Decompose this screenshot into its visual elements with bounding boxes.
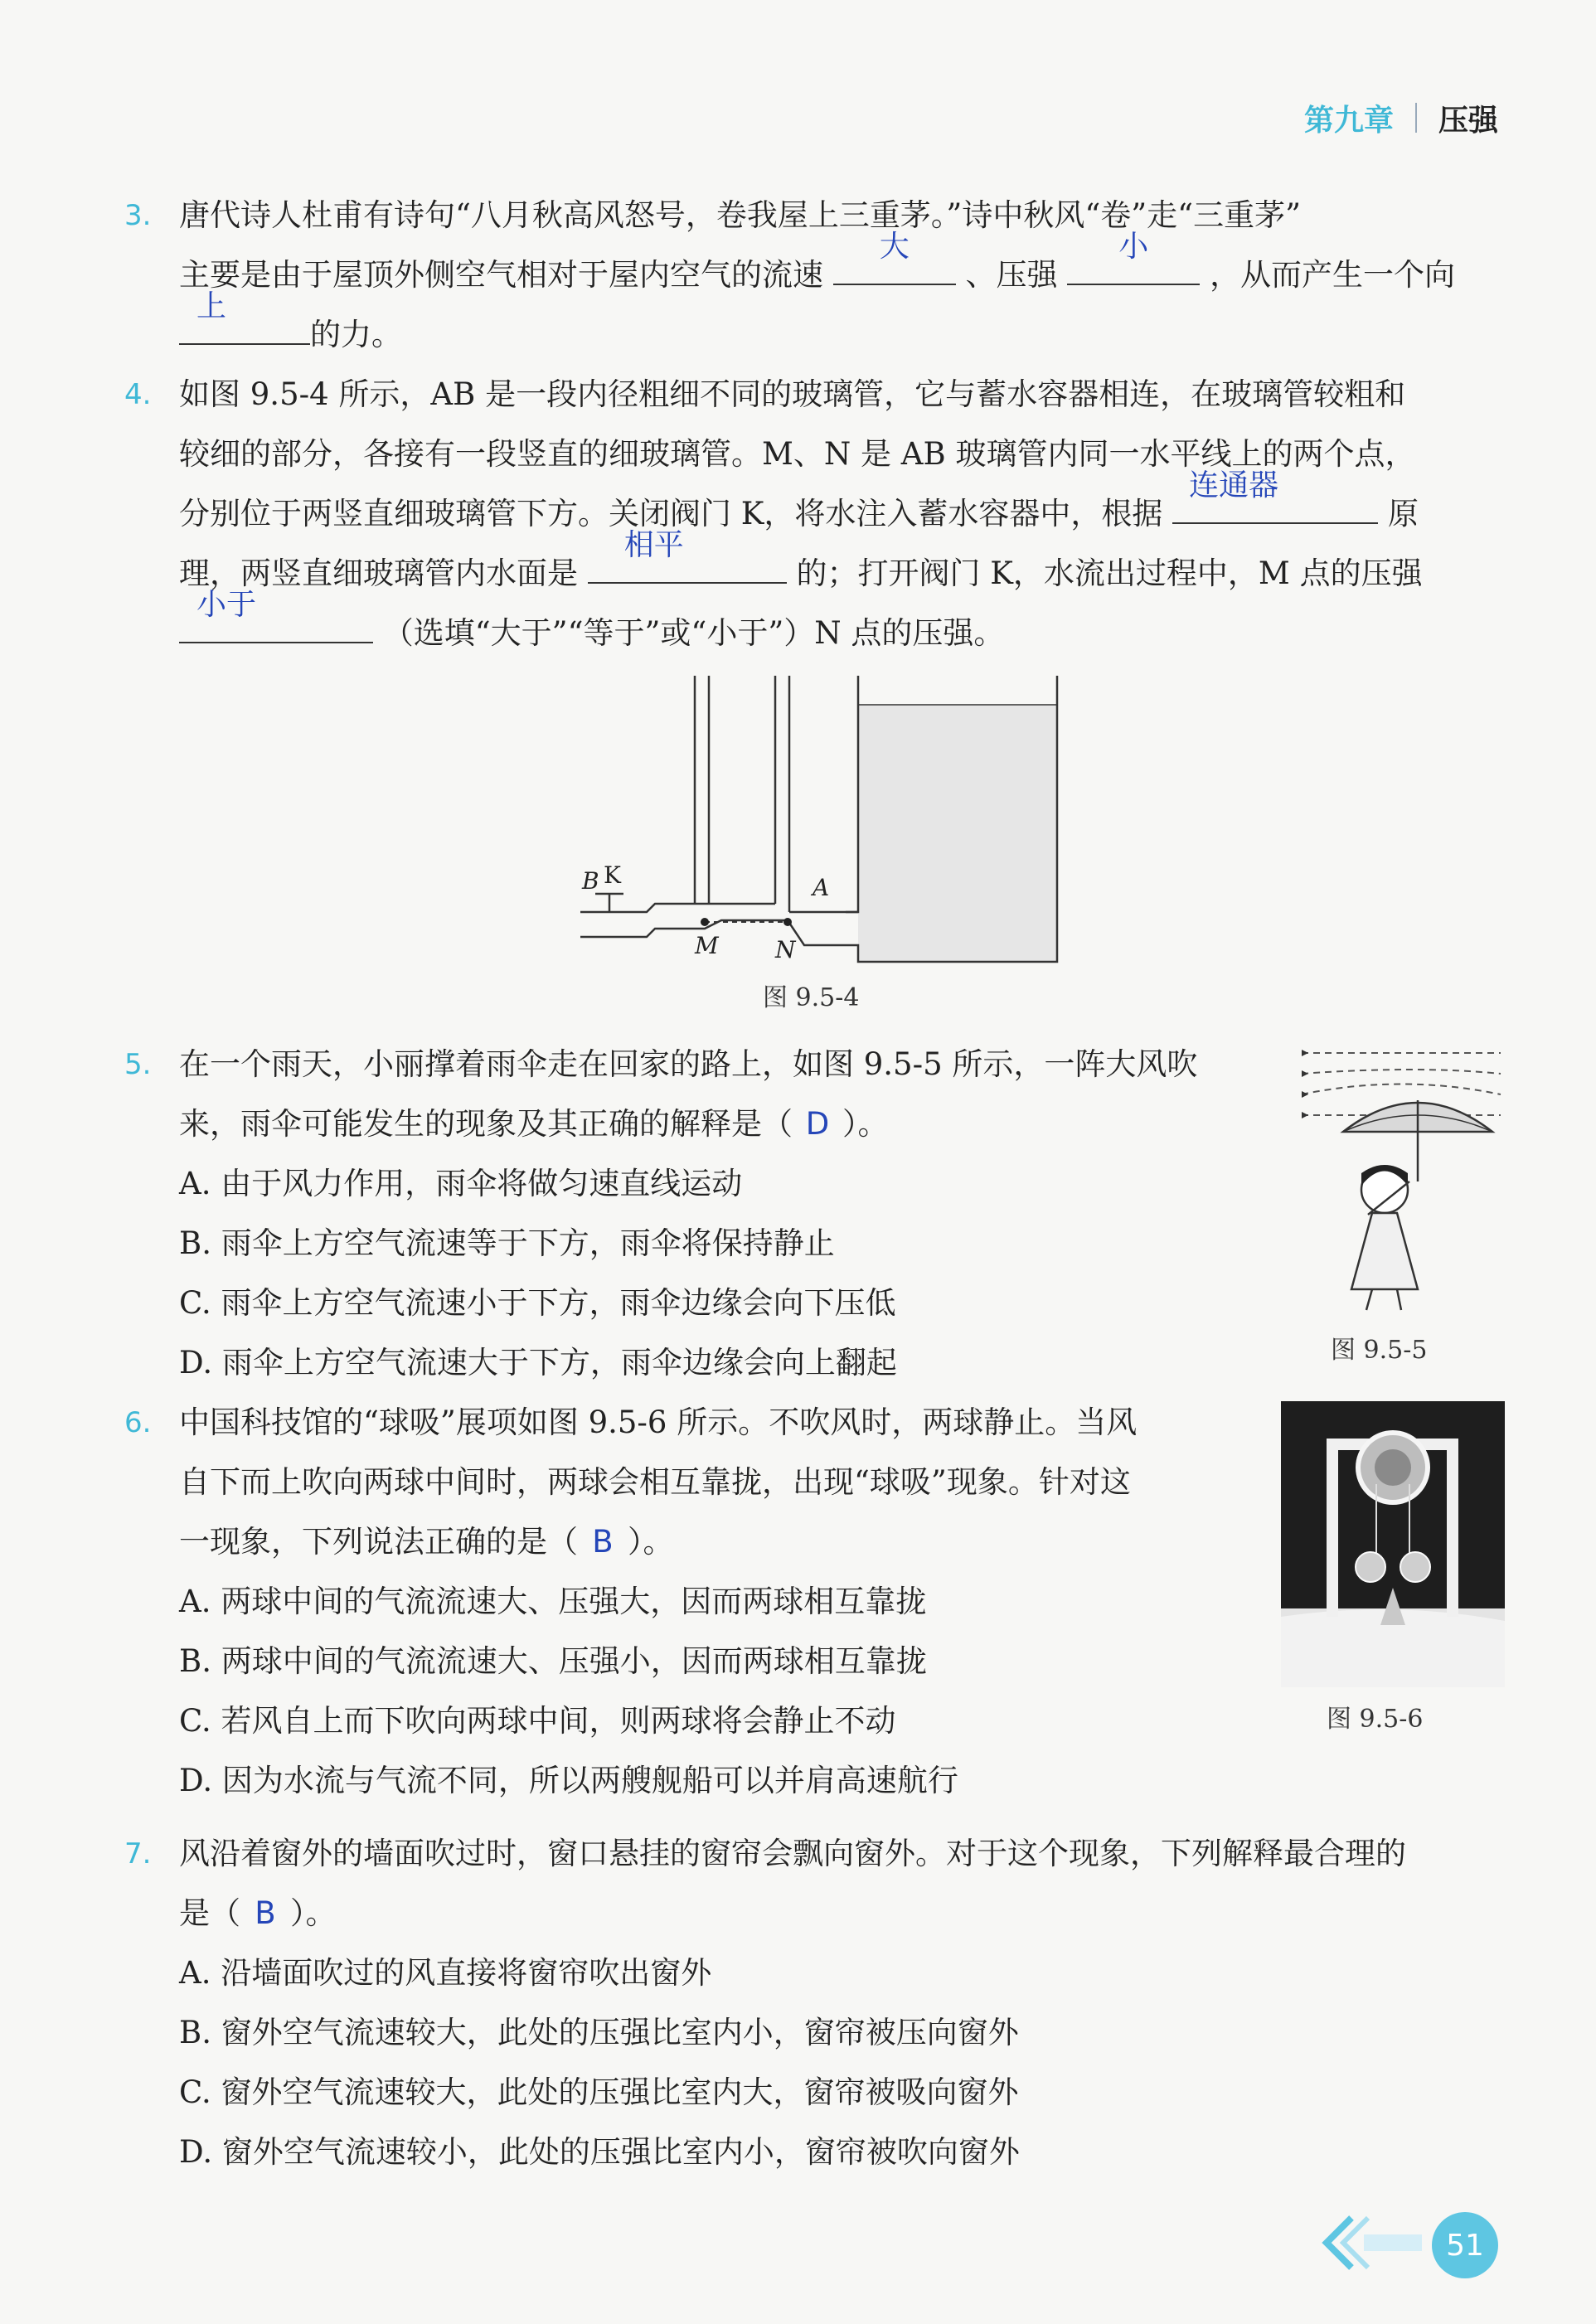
q3-answer-3: 上	[196, 289, 226, 323]
figure-9-5-5	[1293, 1041, 1509, 1322]
q5-line1: 在一个雨天，小丽撑着雨伞走在回家的路上，如图 9.5-5 所示，一阵大风吹	[179, 1046, 1198, 1082]
q3-line3: 上 的力。	[124, 305, 1517, 365]
point-m-dot	[701, 918, 709, 926]
question-number: 4.	[124, 378, 152, 411]
q7-answer[interactable]: B	[255, 1895, 276, 1931]
question-7	[124, 1824, 1517, 2182]
q7-option-b[interactable]: B. 窗外空气流速较大，此处的压强比室内小，窗帘被压向窗外	[179, 2015, 1019, 2050]
q6-option-c[interactable]: C. 若风自上而下吹向两球中间，则两球将会静止不动	[179, 1703, 896, 1739]
q6-option-a[interactable]: A. 两球中间的气流流速大、压强大，因而两球相互靠拢	[179, 1584, 927, 1619]
question-6	[124, 1393, 1285, 1811]
connected-tubes-diagram	[572, 672, 1070, 978]
q4-line3: 分别位于两竖直细玻璃管下方。关闭阀门 K，将水注入蓄水容器中，根据 连通器 原	[124, 484, 1517, 544]
girl-umbrella-illustration	[1293, 1041, 1509, 1322]
label-n: N	[775, 936, 796, 963]
q3-answer-1: 大	[879, 230, 910, 264]
figure-9-5-4-caption: 图 9.5-4	[763, 983, 860, 1012]
q7-option-c[interactable]: C. 窗外空气流速较大，此处的压强比室内大，窗帘被吸向窗外	[179, 2074, 1019, 2110]
label-m: M	[695, 932, 719, 959]
figure-9-5-5-caption: 图 9.5-5	[1331, 1336, 1428, 1365]
q5-option-a[interactable]: A. 由于风力作用，雨伞将做匀速直线运动	[179, 1166, 743, 1201]
figure-9-5-6	[1281, 1401, 1505, 1687]
q7-line1: 风沿着窗外的墙面吹过时，窗口悬挂的窗帘会飘向窗外。对于这个现象，下列解释最合理的	[179, 1836, 1406, 1871]
label-a: A	[813, 874, 830, 901]
label-b: B	[582, 867, 599, 895]
q5-option-d[interactable]: D. 雨伞上方空气流速大于下方，雨伞边缘会向上翻起	[179, 1345, 897, 1380]
question-3	[124, 186, 1517, 365]
q4-answer-1: 连通器	[1189, 468, 1279, 502]
header-divider	[1415, 103, 1417, 133]
q4-line1: 如图 9.5-4 所示，AB 是一段内径粗细不同的玻璃管，它与蓄水容器相连，在玻璃管较粗和	[179, 376, 1406, 412]
q4-line4: 理，两竖直细玻璃管内水面是 相平 的；打开阀门 K，水流出过程中，M 点的压强	[124, 544, 1517, 604]
q4-answer-2: 相平	[623, 528, 684, 562]
q6-option-b[interactable]: B. 两球中间的气流流速大、压强小，因而两球相互靠拢	[179, 1643, 927, 1679]
q7-line2: 是（ B ）。	[124, 1884, 1517, 1943]
question-number: 7.	[124, 1837, 152, 1870]
q6-line2: 自下而上吹向两球中间时，两球会相互靠拢，出现“球吸”现象。针对这	[179, 1464, 1131, 1500]
q5-answer[interactable]: D	[805, 1106, 830, 1142]
question-4	[124, 365, 1517, 663]
page-header	[1304, 93, 1498, 143]
q7-option-d[interactable]: D. 窗外空气流速较小，此处的压强比室内小，窗帘被吹向窗外	[179, 2134, 1020, 2170]
q7-option-a[interactable]: A. 沿墙面吹过的风直接将窗帘吹出窗外	[179, 1955, 712, 1991]
q5-option-b[interactable]: B. 雨伞上方空气流速等于下方，雨伞将保持静止	[179, 1225, 835, 1261]
q6-option-d[interactable]: D. 因为水流与气流不同，所以两艘舰船可以并肩高速航行	[179, 1763, 958, 1798]
q4-line2: 较细的部分，各接有一段竖直的细玻璃管。M、N 是 AB 玻璃管内同一水平线上的两个点，	[179, 436, 1416, 472]
q5-line2: 来，雨伞可能发生的现象及其正确的解释是（ D ）。	[124, 1094, 1285, 1154]
q6-answer[interactable]: B	[592, 1524, 614, 1560]
q3-answer-2: 小	[1118, 230, 1149, 264]
question-number: 5.	[124, 1048, 152, 1081]
q3-line2: 主要是由于屋顶外侧空气相对于屋内空气的流速 大 、压强 小 ，从而产生一个向	[124, 245, 1517, 305]
chevron-left-icon	[1318, 2210, 1426, 2279]
q4-line5: 小于 （选填“大于”“等于”或“小于”）N 点的压强。	[124, 604, 1517, 663]
q3-blank-2[interactable]	[1067, 230, 1200, 285]
q3-blank-3[interactable]	[179, 289, 310, 345]
label-k: K	[604, 861, 621, 889]
topic-label: 压强	[1438, 103, 1498, 138]
point-n-dot	[783, 918, 792, 926]
figure-9-5-6-caption: 图 9.5-6	[1327, 1705, 1424, 1734]
q6-line3: 一现象，下列说法正确的是（ B ）。	[124, 1512, 1285, 1572]
q4-blank-1[interactable]	[1172, 468, 1378, 524]
q6-line1: 中国科技馆的“球吸”展项如图 9.5-6 所示。不吹风时，两球静止。当风	[179, 1405, 1138, 1440]
q5-option-c[interactable]: C. 雨伞上方空气流速小于下方，雨伞边缘会向下压低	[179, 1285, 896, 1321]
q3-blank-1[interactable]	[833, 230, 956, 285]
question-number: 3.	[124, 199, 152, 232]
ball-suction-photo	[1281, 1401, 1505, 1687]
question-number: 6.	[124, 1406, 152, 1439]
q4-blank-3[interactable]	[179, 588, 373, 643]
q3-line1: 唐代诗人杜甫有诗句“八月秋高风怒号，卷我屋上三重茅。”诗中秋风“卷”走“三重茅”	[179, 197, 1301, 233]
figure-9-5-4	[572, 672, 1070, 978]
chapter-label: 第九章	[1303, 103, 1394, 138]
q4-answer-3: 小于	[196, 588, 256, 622]
question-5	[124, 1035, 1285, 1393]
page-number: 51	[1432, 2212, 1498, 2278]
q4-blank-2[interactable]	[588, 528, 787, 584]
